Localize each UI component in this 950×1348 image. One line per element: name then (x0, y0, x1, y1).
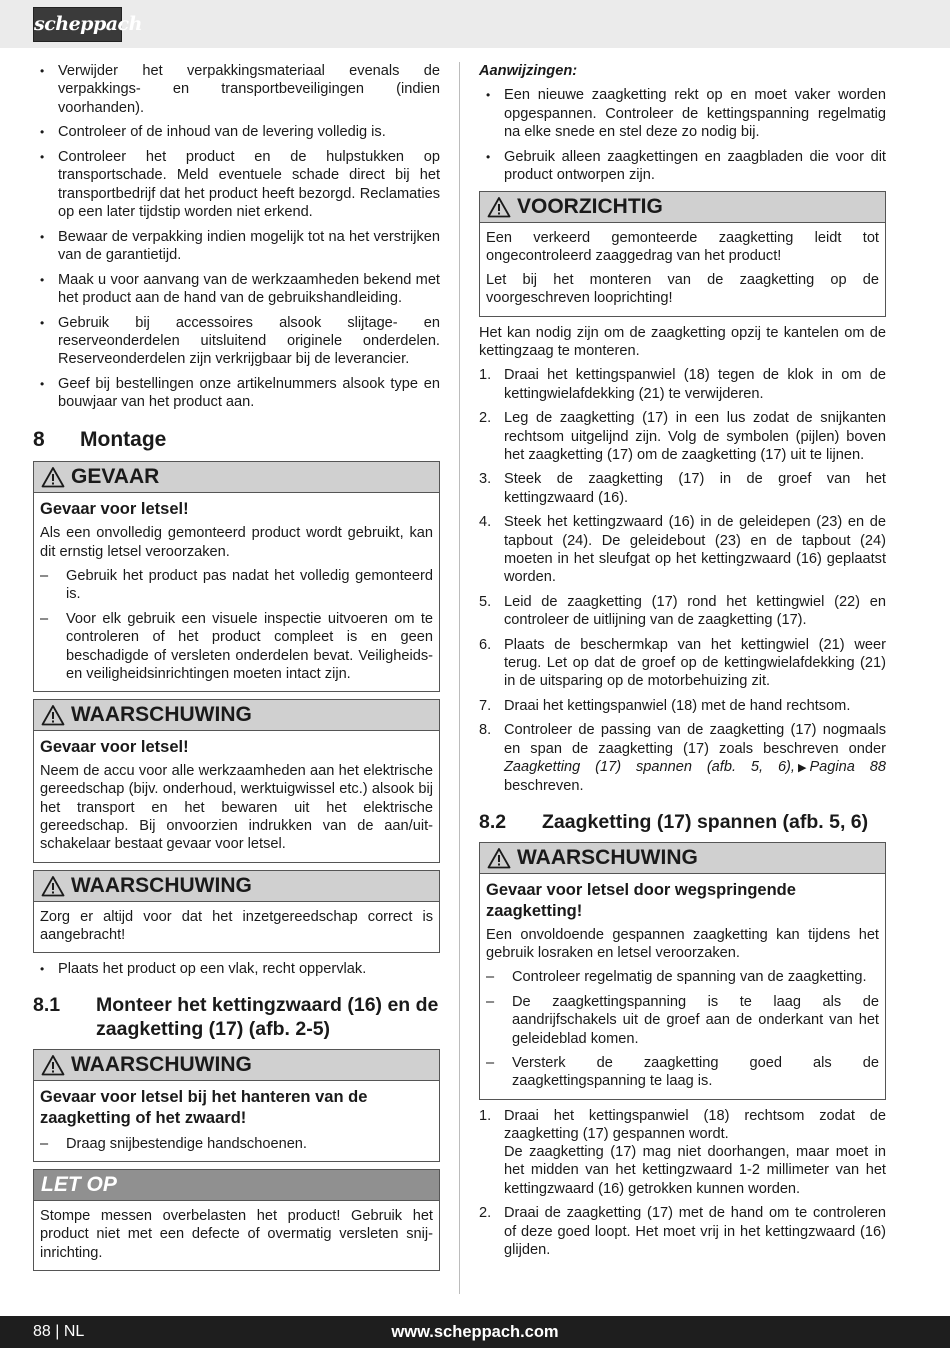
caution-box-header (480, 192, 885, 223)
warning-box-text: Zorg er altijd voor dat het inzetgereedschap correct is aangebracht! (40, 908, 433, 943)
section-8-2-heading (479, 810, 886, 834)
assembly-intro: Het kan nodig zijn om de zaagketting opzij te kantelen om de kettingzaag te monteren. (479, 324, 886, 360)
step-number: 6. (479, 636, 492, 653)
step-text: Draai het kettingspanwiel (18) rechtsom zodat de zaagketting (17) gespannen wordt. (504, 1107, 886, 1142)
warning-box-title: WAARSCHUWING (71, 703, 252, 727)
page-arrow-icon: ▶ (797, 762, 807, 775)
notice-box-text: Stompe messen overbelasten het product! Gebruik het product niet met een defecte of overmatig versleten snij-inrichting. (40, 1208, 433, 1261)
step-text-extra: De zaagketting (17) mag niet doorhangen, maar moet in het midden van het kettingzwaard 1-2 millimeter van het kettingzwaard (16) getrokken kunnen worden. (504, 1144, 886, 1197)
list-item: – Draag snijbestendige handschoenen. (40, 1135, 433, 1153)
step-text: beschreven. (504, 778, 584, 795)
warning-box-title: WAARSCHUWING (71, 1052, 252, 1076)
list-item (479, 697, 886, 715)
warning-dash-list (486, 968, 879, 1090)
step-text: Draai het kettingspanwiel (18) tegen de klok in om de kettingwielafdekking (21) te verwijderen. (504, 367, 886, 402)
step-number: 5. (479, 593, 492, 610)
intro-bullet-list (33, 62, 440, 411)
list-item: – Controleer regelmatig de spanning van de zaagketting. (486, 968, 879, 986)
list-item: • Maak u voor aanvang van de werkzaamheden bekend met het product aan de hand van de gebruikshandleiding. (33, 271, 440, 308)
warning-box-title: WAARSCHUWING (517, 845, 698, 869)
list-item (479, 636, 886, 691)
list-item (479, 366, 886, 403)
page-reference-link[interactable]: Pagina 88 (809, 759, 886, 776)
list-item: • Controleer of de inhoud van de levering volledig is. (33, 123, 440, 141)
step-text: Steek het kettingzwaard (16) in de geleidepen (23) en de tapbout (24). De geleidebout (23) en de tapbout (24) moeten in het sleufgat op het kettingzwaard (16) geplaatst worden. (504, 514, 886, 586)
step-text: Leid de zaagketting (17) rond het kettingwiel (22) en controleer de uitlijning van de zaagketting (17). (504, 593, 886, 629)
warning-box-text: Neem de accu voor alle werkzaamheden aan het elektrische gereedschap (bijv. onderhoud, werktuigwissel etc.) alsook bij het transport en het bewaren uit het elektrische gereedschap. Bij onvoorzien indrukken van de aan/uit-schakelaar bestaat gevaar voor letsel. (40, 763, 433, 853)
warning-box-text: Een onvoldoende gespannen zaagketting kan tijdens het gebruik losraken en letsel veroorzaken. (486, 926, 879, 961)
list-item: – Versterk de zaagketting goed als de zaagkettingspanning te laag is. (486, 1054, 879, 1091)
step-number: 1. (479, 367, 492, 384)
list-item: • Verwijder het verpakkingsmateriaal evenals de verpakkings- en transportbeveiligingen (indien voorhanden). (33, 62, 440, 117)
list-item (479, 470, 886, 507)
danger-box-title: GEVAAR (71, 465, 160, 489)
section-number: 8 (33, 428, 45, 452)
list-item: • Gebruik alleen zaagkettingen en zaagbladen die voor dit product ontworpen zijn. (479, 148, 886, 185)
cross-reference: Zaagketting (17) spannen (afb. 5, 6), (504, 759, 795, 776)
list-item: • Plaats het product op een vlak, recht oppervlak. (33, 960, 440, 978)
notice-box-header: LET OP (34, 1170, 439, 1201)
caution-box-text: Let bij het monteren van de zaagketting op de voorgeschreven looprichting! (486, 272, 879, 307)
warning-box-header (34, 1050, 439, 1081)
list-item (479, 409, 886, 464)
step-text: Plaats de beschermkap van het kettingwiel (21) weer terug. Let op dat de groef op de kettingwielafdekking (21) in de uitsparing op de motorbehuizing zit. (504, 636, 886, 690)
list-item (479, 1107, 886, 1198)
warning-dash-list (40, 1135, 433, 1153)
warning-box-header (34, 700, 439, 731)
step-number: 4. (479, 514, 492, 531)
list-item (479, 721, 886, 795)
section-number: 8.2 (479, 810, 507, 833)
warning-box-subtitle: Gevaar voor letsel! (40, 738, 189, 757)
section-8-1-heading (33, 993, 440, 1041)
danger-box-text: Als een onvolledig gemonteerd product wordt gebruikt, kan dit ernstig letsel veroorzaken. (40, 525, 433, 560)
step-text: Draai het kettingspanwiel (18) met de hand rechtsom. (504, 697, 851, 714)
warning-triangle-icon (41, 875, 65, 897)
list-item: • Controleer het product en de hulpstukken op transportschade. Meld eventuele schade direct bij het transportbedrijf dat het product heeft bezorgd. Reclamaties op een later tijdstip worden niet erkend. (33, 148, 440, 221)
warning-box-3 (33, 1049, 440, 1162)
step-number: 8. (479, 722, 492, 739)
column-divider (459, 62, 460, 1294)
list-item: • Geef bij bestellingen onze artikelnummers alsook type en bouwjaar van het product aan. (33, 375, 440, 412)
warning-box-subtitle: Gevaar voor letsel bij het hanteren van de zaagketting of het zwaard! (40, 1087, 368, 1127)
step-text: Steek de zaagketting (17) in de groef van het kettingzwaard (16). (504, 471, 886, 506)
step-text: Controleer de passing van de zaagketting (17) nogmaals en span de zaagketting (17) zoals beschreven onder (504, 722, 886, 757)
step-number: 2. (479, 410, 492, 427)
notes-title: Aanwijzingen: (479, 63, 578, 79)
step-text: Draai de zaagketting (17) met de hand om te controleren of deze goed loopt. Het moet vrij in het kettingzwaard (16) glijden. (504, 1205, 886, 1258)
list-item (479, 513, 886, 586)
list-item: • Een nieuwe zaagketting rekt op en moet vaker worden opgespannen. Controleer de kettingspanning regelmatig na elke snede en stel deze zo nodig bij. (479, 86, 886, 141)
caution-box-title: VOORZICHTIG (517, 194, 663, 218)
list-item (479, 1204, 886, 1259)
section-title: Montage (80, 428, 167, 452)
step-number: 1. (479, 1107, 492, 1124)
warning-box-subtitle: Gevaar voor letsel door wegspringende zaagketting! (486, 880, 796, 920)
warning-box-4 (479, 842, 886, 1100)
header-bar (0, 0, 950, 48)
section-number: 8.1 (33, 993, 61, 1016)
warning-box-2 (33, 870, 440, 954)
notes-list (479, 86, 886, 184)
warning-box-header (480, 843, 885, 874)
step-number: 7. (479, 697, 492, 714)
warning-triangle-icon (41, 466, 65, 488)
danger-dash-list (40, 567, 433, 683)
warning-box-title: WAARSCHUWING (71, 873, 252, 897)
assembly-steps (479, 366, 886, 795)
page-number: 88 | NL (33, 1323, 85, 1340)
left-column (33, 62, 440, 1278)
warning-triangle-icon (41, 704, 65, 726)
danger-box (33, 461, 440, 692)
list-item: • Bewaar de verpakking indien mogelijk tot na het verstrijken van de garantietijd. (33, 228, 440, 265)
danger-box-header (34, 462, 439, 493)
notice-box (33, 1169, 440, 1271)
list-item: • Gebruik bij accessoires alsook slijtage- en reserveonderdelen uitsluitend originele onderdelen. Reserveonderdelen zijn verkrijgbaar bij de leverancier. (33, 314, 440, 369)
list-item: – De zaagkettingspanning is te laag als de aandrijfschakels uit de groef aan de onderkant van het geleideblad komen. (486, 993, 879, 1048)
warning-box-header (34, 871, 439, 902)
step-number: 3. (479, 471, 492, 488)
warning-box-1 (33, 699, 440, 862)
section-title: Monteer het kettingzwaard (16) en de zaagketting (17) (afb. 2-5) (96, 993, 439, 1040)
list-item (479, 593, 886, 630)
step-text: Leg de zaagketting (17) in een lus zodat de snijkanten rechtsom uitgelijnd zijn. Volg de symbolen (pijlen) boven het zaagketting (17) om de zaagketting (17) uit te lijnen. (504, 410, 886, 463)
footer-bar (0, 1316, 950, 1348)
right-column (479, 62, 886, 1266)
caution-box-text: Een verkeerd gemonteerde zaagketting leidt tot ongecontroleerd zaaggedrag van het product! (486, 229, 879, 264)
caution-box (479, 191, 886, 317)
flat-surface-bullet (33, 960, 440, 978)
list-item: – Gebruik het product pas nadat het volledig gemonteerd is. (40, 567, 433, 604)
website-link[interactable]: www.scheppach.com (391, 1323, 559, 1341)
step-number: 2. (479, 1205, 492, 1222)
section-8-heading (33, 428, 440, 452)
warning-triangle-icon (487, 196, 511, 218)
warning-triangle-icon (41, 1054, 65, 1076)
section-title: Zaagketting (17) spannen (afb. 5, 6) (542, 810, 869, 833)
danger-box-subtitle: Gevaar voor letsel! (40, 500, 189, 519)
warning-triangle-icon (487, 847, 511, 869)
brand-logo: scheppach (33, 7, 122, 42)
list-item: – Voor elk gebruik een visuele inspectie uitvoeren om te controleren of het product compleet is en geen beschadigde of versleten onderdelen bevat. Veiligheids- en veiligheidsinrichtingen moeten intact zijn. (40, 610, 433, 683)
tension-steps (479, 1107, 886, 1260)
